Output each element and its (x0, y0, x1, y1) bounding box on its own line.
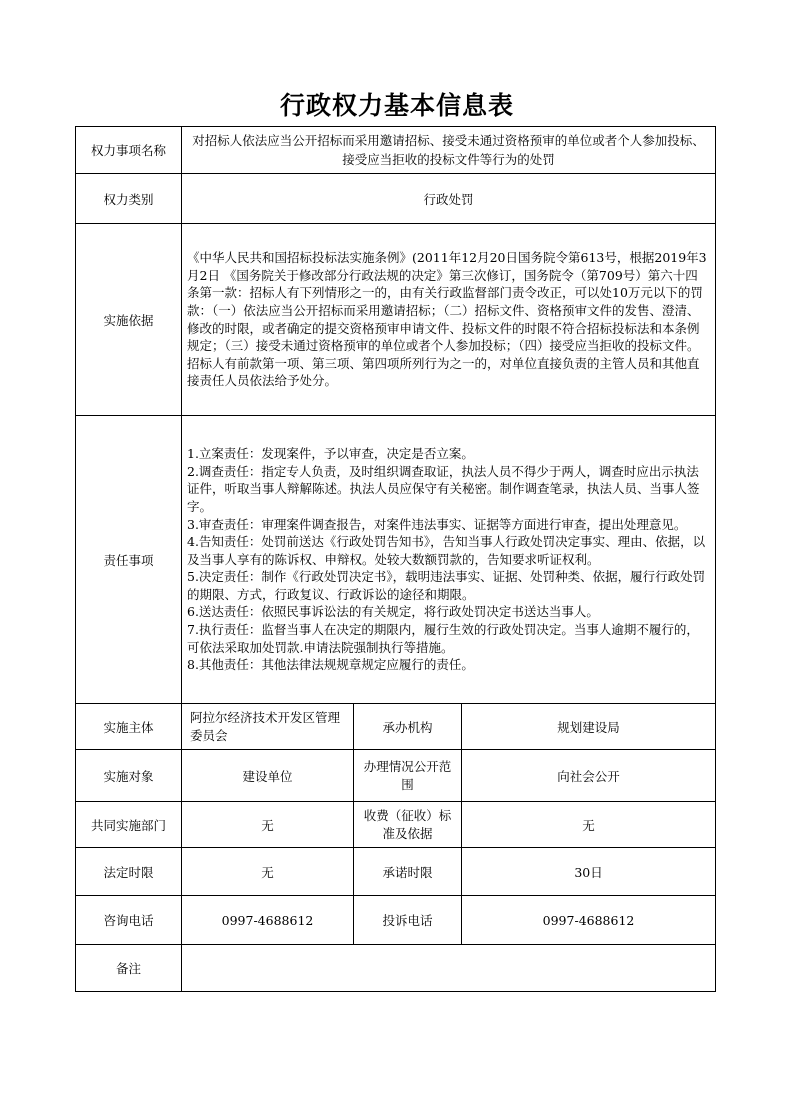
page-title: 行政权力基本信息表 (279, 91, 514, 120)
duties-value (182, 416, 716, 704)
row-remarks (76, 945, 716, 992)
item-name-label: 权力事项名称 (76, 127, 182, 174)
duty-item: 4.告知责任：处罚前送达《行政处罚告知书》，告知当事人行政处罚决定事实、理由、依据，以及当事人享有的陈诉权、申辩权。处较大数额罚款的，告知要求听证权利。 (187, 534, 706, 567)
office-value: 规划建设局 (462, 704, 716, 750)
promised-limit-value: 30日 (462, 848, 716, 896)
co-dept-value: 无 (182, 802, 354, 848)
info-table (75, 126, 716, 992)
basis-value (182, 224, 716, 416)
office-label: 承办机构 (354, 704, 462, 750)
duty-item: 7.执行责任：监督当事人在决定的期限内，履行生效的行政处罚决定。当事人逾期不履行的，可依法采取加处罚款.申请法院强制执行等措施。 (187, 622, 699, 655)
item-name-value: 对招标人依法应当公开招标而采用邀请招标、接受未通过资格预审的单位或者个人参加投标、接受应当拒收的投标文件等行为的处罚 (182, 127, 716, 174)
remarks-value (182, 945, 716, 992)
subject-value: 阿拉尔经济技术开发区管理委员会 (182, 704, 354, 750)
basis-paragraph: 《中华人民共和国招标投标法实施条例》(2011年12月20日国务院令第613号，根据2019年3月2日 《国务院关于修改部分行政法规的决定》第三次修订，国务院令（第709号）第六十四条第一款：招标人有下列情形之一的，由有关行政监督部门责令改正，可以处10万元以下的罚款：（一）依法应当公开招标而采用邀请招标；（二）招标文件、资格预审文件的发售、澄清、修改的时限，或者确定的提交资格预审申请文件、投标文件的时限不符合招标投标法和本条例规定；（三）接受未通过资格预审的单位或者个人参加投标；（四）接受应当拒收的投标文件。 (187, 250, 707, 354)
target-label: 实施对象 (76, 750, 182, 802)
duty-item: 5.决定责任：制作《行政处罚决定书》，载明违法事实、证据、处罚种类、依据，履行行政处罚的期限、方式，行政复议、行政诉讼的途径和期限。 (187, 569, 706, 602)
consult-phone-label: 咨询电话 (76, 896, 182, 945)
duty-item: 8.其他责任：其他法律法规规章规定应履行的责任。 (187, 657, 474, 673)
row-phone (76, 896, 716, 945)
row-item-name (76, 127, 716, 174)
basis-paragraph: 招标人有前款第一项、第三项、第四项所列行为之一的，对单位直接负责的主管人员和其他直接责任人员依法给予处分。 (187, 355, 700, 389)
duty-item: 2.调查责任：指定专人负责，及时组织调查取证，执法人员不得少于两人，调查时应出示执法证件，听取当事人辩解陈述。执法人员应保守有关秘密。制作调查笔录，执法人员、当事人签字。 (187, 463, 700, 514)
complaint-phone-value: 0997-4688612 (462, 896, 716, 945)
row-target (76, 750, 716, 802)
disclosure-scope-value: 向社会公开 (462, 750, 716, 802)
complaint-phone-label: 投诉电话 (354, 896, 462, 945)
promised-limit-label: 承诺时限 (354, 848, 462, 896)
row-subject (76, 704, 716, 750)
target-value: 建设单位 (182, 750, 354, 802)
remarks-label: 备注 (76, 945, 182, 992)
subject-label: 实施主体 (76, 704, 182, 750)
duty-item: 1.立案责任：发现案件，予以审查，决定是否立案。 (187, 446, 474, 462)
duties-label: 责任事项 (76, 416, 182, 704)
legal-limit-label: 法定时限 (76, 848, 182, 896)
fee-value: 无 (462, 802, 716, 848)
fee-label: 收费（征收）标准及依据 (354, 802, 462, 848)
category-label: 权力类别 (76, 174, 182, 224)
row-duties (76, 416, 716, 704)
row-co-dept (76, 802, 716, 848)
legal-limit-value: 无 (182, 848, 354, 896)
row-basis (76, 224, 716, 416)
category-value: 行政处罚 (182, 174, 716, 224)
consult-phone-value: 0997-4688612 (182, 896, 354, 945)
row-legal-limit (76, 848, 716, 896)
duty-item: 3.审查责任：审理案件调查报告，对案件违法事实、证据等方面进行审查，提出处理意见。 (187, 516, 687, 532)
basis-label: 实施依据 (76, 224, 182, 416)
disclosure-scope-label: 办理情况公开范围 (354, 750, 462, 802)
co-dept-label: 共同实施部门 (76, 802, 182, 848)
duty-item: 6.送达责任：依照民事诉讼法的有关规定，将行政处罚决定书送达当事人。 (187, 604, 599, 620)
row-category (76, 174, 716, 224)
